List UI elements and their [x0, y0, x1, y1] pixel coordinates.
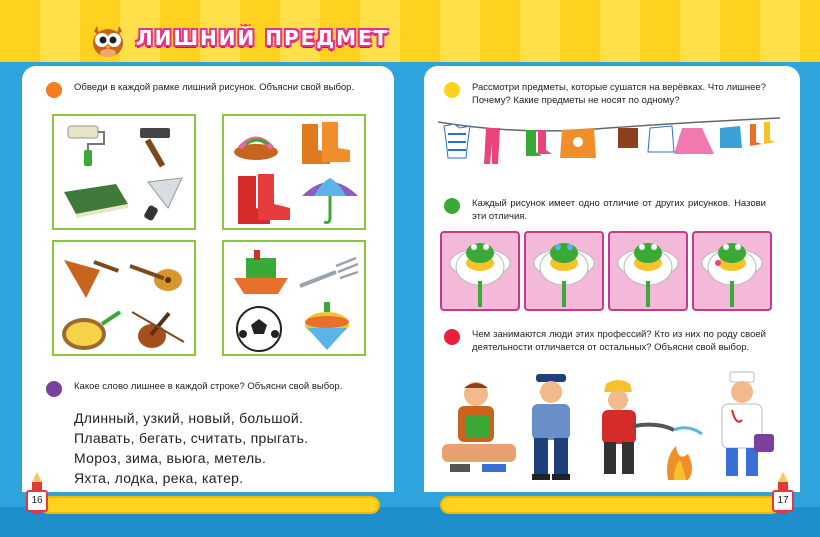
umbrella-icon	[298, 172, 362, 226]
word-row: Плавать, бегать, считать, прыгать.	[74, 430, 309, 446]
hammer-icon	[130, 124, 180, 170]
word-row: Яхта, лодка, река, катер.	[74, 470, 244, 486]
boots-icon	[294, 120, 354, 170]
frog-picture-3	[608, 231, 688, 311]
soccer-ball-icon	[234, 304, 284, 354]
task-bullet-green	[444, 198, 460, 214]
violin-icon	[124, 302, 190, 354]
picture-frame-instruments	[52, 240, 196, 356]
page-number-right: 17	[772, 490, 794, 512]
left-footer-bar	[40, 496, 380, 514]
task-bullet-orange	[46, 82, 62, 98]
frog-on-flower-icon	[694, 233, 770, 309]
task4-text: Каждый рисунок имеет одно отличие от других рисунков. Назови эти отличия.	[472, 198, 766, 222]
clothesline-icon	[438, 114, 780, 174]
paint-roller-icon	[64, 122, 110, 168]
frog-picture-2	[524, 231, 604, 311]
fork-icon	[296, 256, 360, 296]
frog-picture-1	[440, 231, 520, 311]
rubber-boots-icon	[232, 172, 294, 226]
frog-on-flower-icon	[610, 233, 686, 309]
right-footer-bar	[440, 496, 780, 514]
police-officer-icon	[520, 372, 582, 482]
gourd-icon	[58, 304, 124, 354]
picture-frame-footwear	[222, 114, 366, 230]
task-bullet-yellow	[444, 82, 460, 98]
word-row: Мороз, зима, вьюга, метель.	[74, 450, 267, 466]
firefighter-icon	[584, 378, 710, 482]
task5-text: Чем занимаются люди этих профессий? Кто из них по роду своей деятельности отличается от остальных? Объясни свой выбор.	[472, 329, 766, 353]
task-bullet-purple	[46, 381, 62, 397]
task-bullet-red	[444, 329, 460, 345]
frog-on-flower-icon	[526, 233, 602, 309]
balalaika-icon	[60, 252, 122, 302]
task1-text: Обведи в каждой рамке лишний рисунок. Объясни свой выбор.	[74, 82, 355, 93]
page-title: ЛИШНИЙ ПРЕДМЕТ	[136, 26, 390, 50]
word-row: Длинный, узкий, новый, большой.	[74, 410, 304, 426]
frog-on-flower-icon	[442, 233, 518, 309]
picture-frame-toys	[222, 240, 366, 356]
sandals-icon	[232, 124, 284, 164]
frog-picture-4	[692, 231, 772, 311]
spinning-top-icon	[300, 300, 354, 354]
task3-text: Рассмотри предметы, которые сушатся на верёвках. Что лишнее? Почему? Какие предметы не носят по одному?	[472, 82, 766, 106]
book-icon	[60, 180, 132, 220]
owl-icon	[88, 22, 128, 58]
page-number-left: 16	[26, 490, 48, 512]
guitar-icon	[124, 250, 190, 294]
doctor-icon	[710, 370, 776, 482]
mechanic-icon	[436, 378, 520, 478]
trowel-icon	[138, 174, 188, 222]
word-rows	[74, 408, 308, 488]
picture-frame-tools	[52, 114, 196, 230]
toy-ship-icon	[230, 246, 292, 300]
task2-text: Какое слово лишнее в каждой строке? Объясни свой выбор.	[74, 381, 343, 392]
